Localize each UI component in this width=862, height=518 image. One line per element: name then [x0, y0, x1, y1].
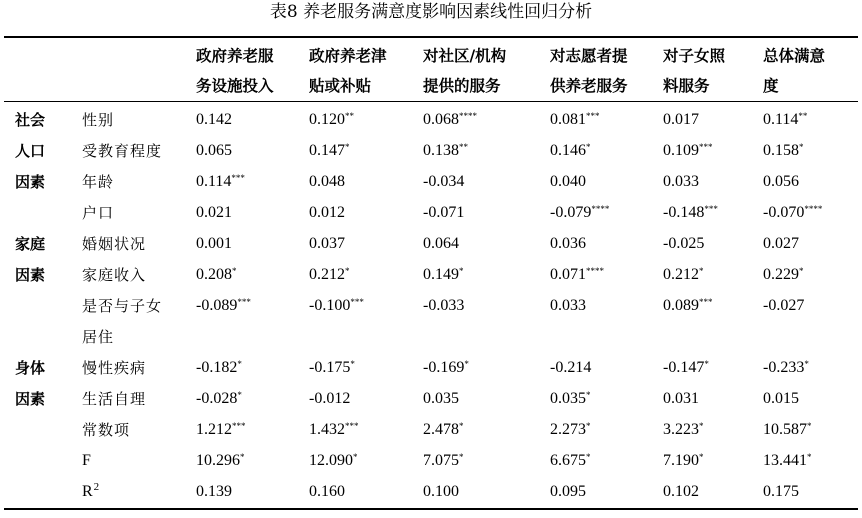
coefficient-value: -0.027: [763, 297, 805, 314]
table-cell: [423, 203, 464, 223]
coefficient-value: 0.040: [550, 173, 586, 190]
coefficient-value: 0.146: [550, 142, 586, 159]
significance-stars: *: [704, 359, 709, 370]
coefficient-value: -0.034: [423, 173, 465, 190]
coefficient-value: 0.229: [763, 266, 799, 283]
table-cell: [663, 203, 718, 223]
table-top-rule: [4, 36, 858, 38]
coefficient-value: -0.012: [309, 390, 351, 407]
table-cell: [423, 482, 459, 502]
significance-stars: ***: [699, 297, 713, 308]
significance-stars: ***: [699, 142, 713, 153]
table-cell: [550, 141, 591, 161]
significance-stars: ***: [231, 173, 245, 184]
table-cell: [550, 234, 586, 254]
table-cell: [763, 296, 804, 316]
significance-stars: *: [237, 390, 242, 401]
table-cell: [196, 389, 242, 409]
column-header: 贴或补贴: [309, 76, 372, 95]
coefficient-value: 0.068: [423, 111, 459, 128]
significance-stars: *: [699, 421, 704, 432]
significance-stars: *: [240, 452, 245, 463]
group-label: 家庭: [15, 235, 46, 253]
significance-stars: **: [459, 142, 468, 153]
coefficient-value: -0.025: [663, 235, 705, 252]
table-cell: [763, 141, 804, 161]
column-header: 料服务: [663, 76, 710, 95]
coefficient-value: -0.079: [550, 204, 592, 221]
coefficient-value: 0.212: [309, 266, 345, 283]
column-header: 提供的服务: [423, 76, 501, 95]
coefficient-value: -0.147: [663, 359, 705, 376]
table-cell: [423, 110, 477, 130]
table-bottom-rule: [4, 508, 858, 510]
significance-stars: ***: [350, 297, 364, 308]
table-cell: [763, 451, 812, 471]
coefficient-value: 7.190: [663, 452, 699, 469]
significance-stars: **: [345, 111, 354, 122]
significance-stars: *: [464, 359, 469, 370]
coefficient-value: 0.033: [663, 173, 699, 190]
table-cell: [196, 296, 251, 316]
table-cell: [309, 265, 350, 285]
table-cell: [663, 234, 704, 254]
significance-stars: *: [807, 452, 812, 463]
column-header: 政府养老服: [196, 46, 274, 65]
table-cell: [663, 389, 699, 409]
table-cell: [309, 358, 355, 378]
significance-stars: *: [586, 421, 591, 432]
coefficient-value: 0.048: [309, 173, 345, 190]
table-cell: [550, 172, 586, 192]
table-cell: [663, 482, 699, 502]
table-cell: [309, 203, 345, 223]
coefficient-value: 0.021: [196, 204, 232, 221]
coefficient-value: -0.182: [196, 359, 238, 376]
coefficient-value: 3.223: [663, 421, 699, 438]
table-cell: [763, 234, 799, 254]
table-cell: [550, 451, 591, 471]
row-label: 性别: [82, 111, 115, 129]
significance-stars: ****: [804, 204, 823, 215]
coefficient-value: -0.148: [663, 204, 705, 221]
table-cell: [196, 203, 232, 223]
significance-stars: **: [798, 111, 808, 122]
coefficient-value: 0.033: [550, 297, 586, 314]
significance-stars: ***: [586, 111, 600, 122]
table-title: 表8 养老服务满意度影响因素线性回归分析: [269, 2, 593, 22]
table-cell: [663, 296, 713, 316]
row-label-superscript: 2: [93, 480, 101, 493]
coefficient-value: 0.142: [196, 111, 232, 128]
table-cell: [196, 110, 232, 130]
coefficient-value: 0.100: [423, 483, 459, 500]
row-label: 常数项: [82, 421, 131, 439]
coefficient-value: 0.056: [763, 173, 799, 190]
table-cell: [550, 203, 609, 223]
row-label: F: [82, 452, 92, 469]
table-cell: [763, 358, 809, 378]
table-cell: [423, 141, 468, 161]
table-cell: [423, 296, 464, 316]
coefficient-value: 1.212: [196, 421, 232, 438]
table-cell: [423, 234, 459, 254]
significance-stars: ****: [591, 204, 610, 215]
coefficient-value: 0.035: [550, 390, 586, 407]
coefficient-value: 1.432: [309, 421, 345, 438]
row-label: $R^2$: [82, 480, 101, 500]
table-cell: [196, 451, 245, 471]
table-cell: [309, 234, 345, 254]
table-cell: [423, 420, 464, 440]
table-cell: [309, 420, 359, 440]
column-header: 务设施投入: [196, 76, 274, 95]
coefficient-value: 0.036: [550, 235, 586, 252]
coefficient-value: 0.031: [663, 390, 699, 407]
significance-stars: *: [350, 359, 355, 370]
coefficient-value: -0.214: [550, 359, 592, 376]
table-cell: [763, 420, 812, 440]
significance-stars: *: [799, 142, 804, 153]
table-cell: [309, 141, 350, 161]
table-cell: [309, 296, 364, 316]
table-cell: [663, 110, 699, 130]
significance-stars: *: [353, 452, 358, 463]
table-cell: [663, 265, 704, 285]
column-header: 总体满意: [763, 46, 826, 65]
coefficient-value: 0.081: [550, 111, 586, 128]
table-cell: [309, 482, 345, 502]
row-label: 是否与子女: [82, 297, 163, 315]
coefficient-value: 6.675: [550, 452, 586, 469]
table-cell: [196, 141, 232, 161]
coefficient-value: 10.587: [763, 421, 807, 438]
significance-stars: *: [799, 266, 804, 277]
significance-stars: *: [699, 452, 704, 463]
table-cell: [550, 482, 586, 502]
table-cell: [763, 172, 799, 192]
significance-stars: *: [459, 266, 464, 277]
coefficient-value: 0.212: [663, 266, 699, 283]
table-cell: [763, 265, 804, 285]
significance-stars: *: [586, 142, 591, 153]
coefficient-value: -0.033: [423, 297, 465, 314]
coefficient-value: -0.070: [763, 204, 805, 221]
table-cell: [763, 389, 799, 409]
coefficient-value: 0.175: [763, 483, 799, 500]
table-cell: [550, 389, 591, 409]
significance-stars: *: [237, 359, 242, 370]
coefficient-value: 0.158: [763, 142, 799, 159]
table-cell: [196, 358, 242, 378]
coefficient-value: 0.114: [196, 173, 232, 190]
coefficient-value: 2.478: [423, 421, 459, 438]
group-label: 因素: [15, 266, 46, 284]
coefficient-value: 0.064: [423, 235, 459, 252]
coefficient-value: 0.065: [196, 142, 232, 159]
coefficient-value: 0.120: [309, 111, 345, 128]
significance-stars: *: [459, 452, 464, 463]
coefficient-value: 0.095: [550, 483, 586, 500]
coefficient-value: 0.160: [309, 483, 345, 500]
table-cell: [763, 203, 822, 223]
table-cell: [196, 172, 245, 192]
coefficient-value: -0.028: [196, 390, 238, 407]
row-label: 年龄: [82, 173, 115, 191]
column-header: 供养老服务: [550, 76, 628, 95]
column-header: 政府养老津: [309, 46, 387, 65]
table-cell: [550, 420, 591, 440]
coefficient-value: 0.208: [196, 266, 232, 283]
coefficient-value: 0.138: [423, 142, 459, 159]
table-cell: [196, 265, 237, 285]
table-cell: [663, 358, 709, 378]
significance-stars: *: [345, 266, 350, 277]
table-cell: [663, 141, 713, 161]
table-cell: [550, 358, 591, 378]
coefficient-value: -0.175: [309, 359, 351, 376]
coefficient-value: 7.075: [423, 452, 459, 469]
table-cell: [309, 172, 345, 192]
group-label: 因素: [15, 390, 46, 408]
coefficient-value: -0.169: [423, 359, 465, 376]
coefficient-value: 0.027: [763, 235, 799, 252]
coefficient-value: -0.089: [196, 297, 238, 314]
row-label: 受教育程度: [82, 142, 163, 160]
coefficient-value: 0.114: [763, 111, 799, 128]
column-header: 对子女照: [663, 46, 726, 65]
row-label: 居住: [82, 328, 115, 346]
significance-stars: ***: [345, 421, 359, 432]
group-label: 社会: [15, 111, 46, 129]
group-label: 人口: [15, 142, 46, 160]
significance-stars: ****: [459, 111, 477, 122]
coefficient-value: 0.035: [423, 390, 459, 407]
table-cell: [423, 172, 464, 192]
coefficient-value: -0.071: [423, 204, 465, 221]
coefficient-value: 0.037: [309, 235, 345, 252]
column-header: 对志愿者提: [550, 46, 628, 65]
table-cell: [309, 389, 350, 409]
coefficient-value: 0.012: [309, 204, 345, 221]
table-cell: [423, 358, 469, 378]
table-cell: [550, 265, 604, 285]
significance-stars: *: [804, 359, 809, 370]
table-cell: [663, 172, 699, 192]
coefficient-value: 0.015: [763, 390, 799, 407]
coefficient-value: -0.100: [309, 297, 351, 314]
significance-stars: *: [345, 142, 350, 153]
table-cell: [663, 420, 704, 440]
coefficient-value: 0.089: [663, 297, 699, 314]
significance-stars: ****: [586, 266, 604, 277]
coefficient-value: 0.109: [663, 142, 699, 159]
table-header-rule: [4, 101, 858, 102]
coefficient-value: -0.233: [763, 359, 805, 376]
significance-stars: *: [459, 421, 464, 432]
significance-stars: *: [232, 266, 237, 277]
significance-stars: *: [699, 266, 704, 277]
coefficient-value: 12.090: [309, 452, 353, 469]
coefficient-value: 0.001: [196, 235, 232, 252]
coefficient-value: 0.147: [309, 142, 345, 159]
row-label: 生活自理: [82, 390, 147, 408]
table-cell: [309, 451, 358, 471]
table-cell: [550, 110, 600, 130]
coefficient-value: 0.102: [663, 483, 699, 500]
column-header: 对社区/机构: [423, 46, 507, 65]
significance-stars: *: [586, 390, 591, 401]
row-label: 婚姻状况: [82, 235, 147, 253]
group-label: 因素: [15, 173, 46, 191]
coefficient-value: 2.273: [550, 421, 586, 438]
table-cell: [423, 451, 464, 471]
table-cell: [663, 451, 704, 471]
table-cell: [196, 420, 246, 440]
significance-stars: *: [586, 452, 591, 463]
coefficient-value: 10.296: [196, 452, 240, 469]
significance-stars: *: [807, 421, 812, 432]
row-label: 家庭收入: [82, 266, 147, 284]
table-cell: [423, 389, 459, 409]
row-label: 户口: [82, 204, 115, 222]
column-header: 度: [763, 76, 779, 95]
table-cell: [550, 296, 586, 316]
table-cell: [763, 482, 799, 502]
table-cell: [196, 482, 232, 502]
row-label: 慢性疾病: [82, 359, 147, 377]
group-label: 身体: [15, 359, 46, 377]
table-cell: [309, 110, 354, 130]
coefficient-value: 0.149: [423, 266, 459, 283]
coefficient-value: 0.071: [550, 266, 586, 283]
significance-stars: ***: [704, 204, 718, 215]
coefficient-value: 0.017: [663, 111, 699, 128]
coefficient-value: 0.139: [196, 483, 232, 500]
table-cell: [196, 234, 232, 254]
significance-stars: ***: [232, 421, 246, 432]
coefficient-value: 13.441: [763, 452, 807, 469]
significance-stars: ***: [237, 297, 251, 308]
table-cell: [423, 265, 464, 285]
table-cell: [763, 110, 807, 130]
